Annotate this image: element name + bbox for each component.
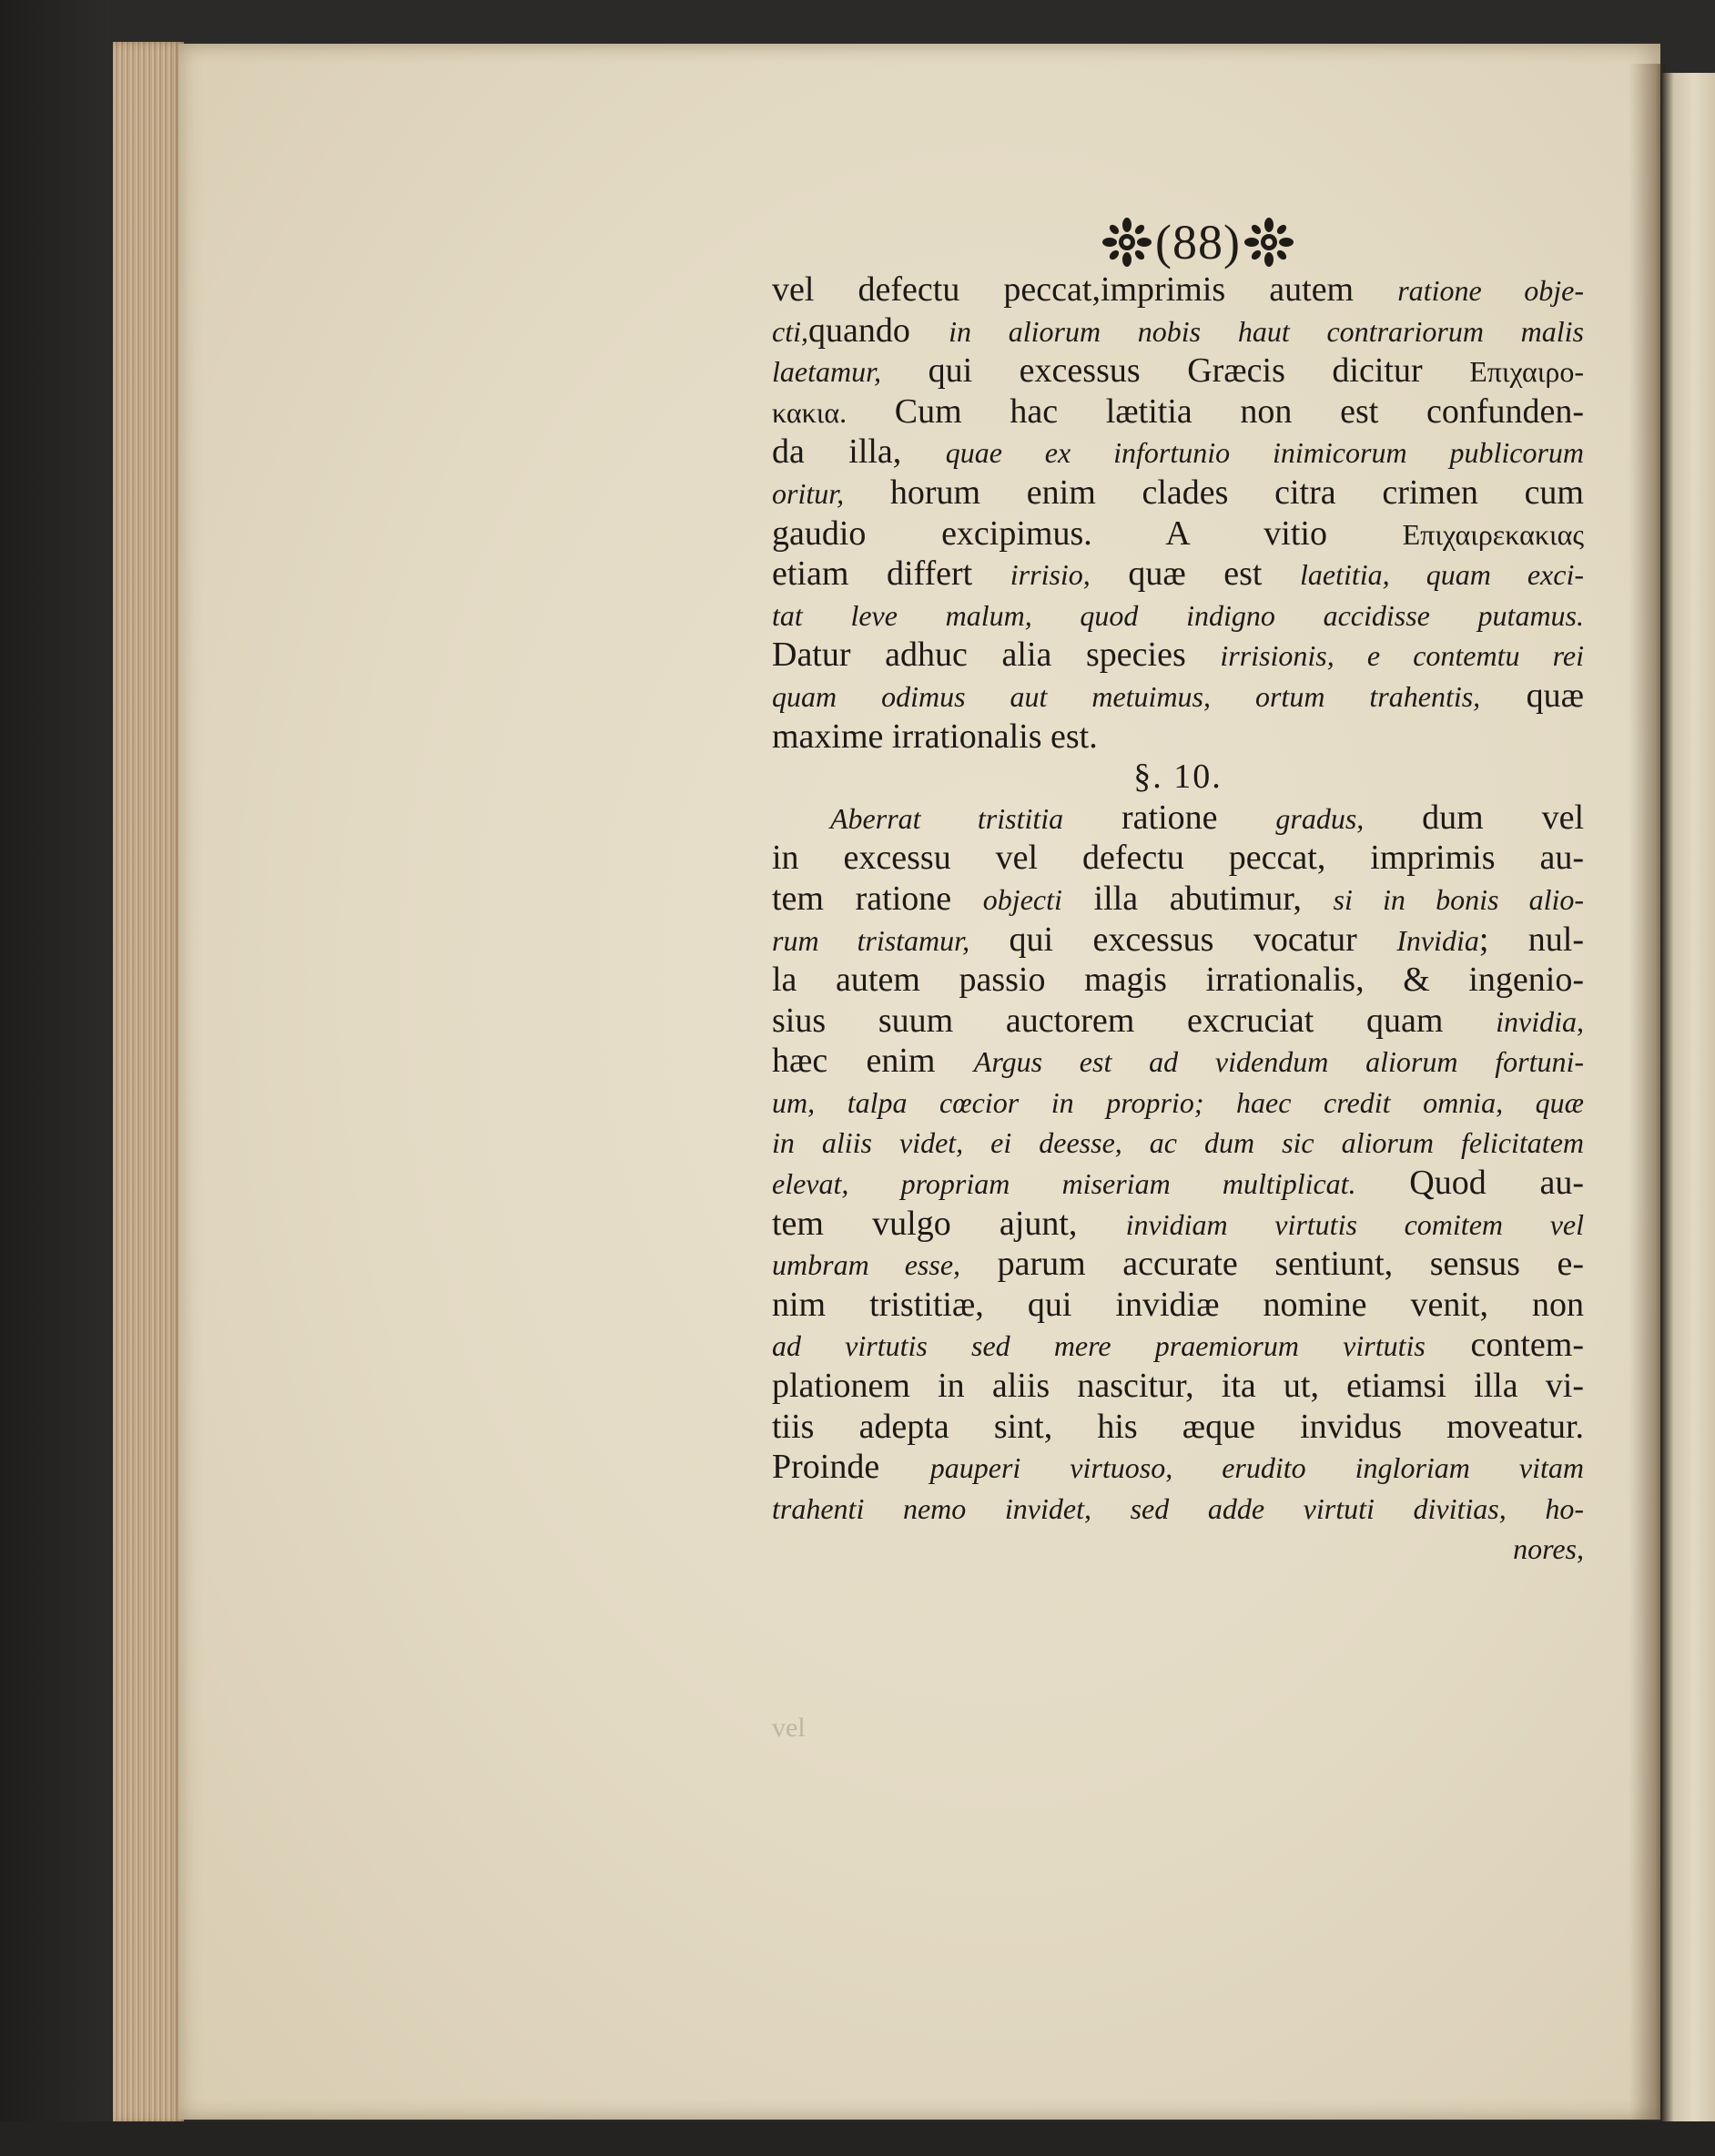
text-line — [772, 351, 1584, 392]
text-span: rum tristamur, — [772, 923, 970, 957]
text-span: tat leve malum, quod indigno accidisse putamus. — [772, 598, 1584, 632]
text-span: umbram esse, — [772, 1248, 961, 1282]
text-line — [772, 1082, 1584, 1123]
text-line — [772, 595, 1584, 636]
text-span: la autem passio magis irrationalis, & ingenio- — [772, 961, 1584, 1000]
book-gutter-shadow — [1629, 64, 1666, 2120]
text-line — [772, 1163, 1584, 1204]
text-span: Quod au- — [1355, 1164, 1585, 1203]
page-number: (88) — [1155, 215, 1241, 270]
text-span: trahenti nemo invidet, sed adde virtuti divitias, ho- — [772, 1491, 1584, 1525]
text-span: §. 10. — [1133, 758, 1223, 797]
section-heading — [772, 757, 1584, 798]
text-span: elevat, propriam miseriam multiplicat. — [772, 1167, 1356, 1201]
text-span: Argus est ad videndum aliorum fortuni- — [973, 1045, 1585, 1079]
text-line — [772, 1447, 1584, 1488]
text-line — [772, 798, 1584, 839]
body-text — [772, 270, 1584, 1569]
show-through-text: vel — [772, 1713, 806, 1743]
text-span: quæ — [1480, 676, 1584, 715]
text-line — [772, 1528, 1584, 1569]
text-line — [772, 310, 1584, 351]
text-span: quae ex infortunio inimicorum publicorum — [945, 436, 1585, 470]
text-span: gradus, — [1275, 801, 1365, 835]
text-span: invidia, — [1496, 1004, 1584, 1038]
text-span: sius suum auctorem excruciat quam — [772, 1001, 1497, 1040]
text-span: quæ est — [1090, 554, 1300, 594]
text-span: Aberrat tristitia — [830, 801, 1064, 835]
scan-background-left — [0, 0, 109, 2156]
text-line — [772, 838, 1584, 879]
text-span: in excessu vel defectu peccat, imprimis au- — [772, 839, 1584, 878]
text-span: si in bonis alio- — [1333, 882, 1585, 916]
flower-ornament-icon — [1102, 218, 1152, 267]
text-line — [772, 270, 1584, 310]
text-span: illa abutimur, — [1061, 879, 1334, 918]
text-span: in aliis videt, ei deesse, ac dum sic aliorum felicitatem — [772, 1126, 1584, 1160]
text-span: invidiam virtutis comitem vel — [1125, 1207, 1584, 1241]
text-span: ad virtutis sed mere praemiorum virtutis — [772, 1329, 1426, 1363]
text-span: pauperi virtuoso, erudito ingloriam vitam — [929, 1451, 1584, 1485]
text-line — [772, 1488, 1584, 1529]
text-span: quando — [807, 310, 949, 350]
text-span: vel defectu peccat,imprimis autem — [772, 270, 1398, 309]
text-span: horum enim clades citra crimen cum — [844, 473, 1584, 512]
text-line — [772, 392, 1584, 432]
facing-page-edge — [1662, 73, 1715, 2121]
text-span: Datur adhuc alia species — [772, 636, 1221, 675]
text-span: ; nul- — [1478, 920, 1585, 959]
text-line — [772, 1366, 1584, 1407]
text-span: da illa, — [772, 432, 946, 472]
text-span: dum vel — [1364, 798, 1584, 837]
text-line — [772, 960, 1584, 1001]
text-line — [772, 920, 1584, 961]
text-span: laetamur, — [772, 355, 881, 389]
text-line — [772, 514, 1584, 554]
text-span: ratione obje- — [1397, 274, 1584, 307]
text-span: in aliorum nobis haut contrariorum malis — [949, 314, 1585, 348]
text-line — [772, 879, 1584, 920]
text-line — [772, 1325, 1584, 1366]
text-span: maxime irrationalis est. — [772, 717, 1098, 756]
text-span: ratione — [1063, 798, 1276, 837]
flower-ornament-icon — [1244, 218, 1294, 267]
text-span: Επιχαιρο- — [1469, 355, 1584, 389]
text-span: irrisionis, e contemtu rei — [1220, 639, 1585, 673]
text-span: um, talpa cœcior in proprio; haec credit omnia, quæ — [772, 1085, 1584, 1119]
text-span: objecti — [982, 882, 1062, 916]
text-span: tem vulgo ajunt, — [772, 1204, 1126, 1243]
text-line — [772, 554, 1584, 595]
text-line — [772, 432, 1584, 473]
text-line — [772, 1407, 1584, 1448]
book-page-edges — [113, 42, 184, 2123]
text-span: parum accurate sentiunt, sensus e- — [960, 1245, 1585, 1284]
text-span: tiis adepta sint, his æque invidus moveatur. — [772, 1407, 1584, 1446]
text-span: κακια. — [772, 395, 847, 429]
text-span: qui excessus Græcis dicitur — [881, 351, 1470, 391]
text-span: cti, — [772, 314, 808, 348]
text-line — [772, 635, 1584, 676]
text-span: tem ratione — [772, 879, 983, 918]
text-line — [772, 717, 1584, 758]
text-span: Proinde — [772, 1448, 930, 1487]
scan-background-bottom — [0, 2121, 1715, 2156]
text-line — [772, 1204, 1584, 1245]
page-header — [1089, 215, 1307, 270]
text-span: laetitia, quam exci- — [1300, 558, 1585, 592]
text-line — [772, 1041, 1584, 1082]
text-span: quam odimus aut metuimus, ortum trahentis, — [772, 679, 1481, 713]
text-span: Cum hac lætitia non est confunden- — [847, 392, 1584, 431]
text-line — [772, 1285, 1584, 1326]
text-span: Επιχαιρεκακιας — [1402, 517, 1584, 551]
text-line — [772, 1244, 1584, 1285]
text-line — [772, 676, 1584, 717]
text-span: nim tristitiæ, qui invidiæ nomine venit, non — [772, 1285, 1584, 1324]
text-line — [772, 1001, 1584, 1042]
text-span: gaudio excipimus. A vitio — [772, 514, 1403, 553]
text-span: plationem in aliis nascitur, ita ut, etiamsi illa vi- — [772, 1367, 1584, 1406]
text-span: contem- — [1425, 1326, 1584, 1365]
text-span: nores, — [1513, 1532, 1584, 1566]
text-span: irrisio, — [1010, 558, 1091, 592]
text-span: oritur, — [772, 476, 845, 510]
text-span: etiam differt — [772, 554, 1010, 594]
text-line — [772, 473, 1584, 514]
text-span: qui excessus vocatur — [969, 920, 1397, 959]
text-line — [772, 1122, 1584, 1163]
text-span: hæc enim — [772, 1042, 974, 1081]
text-span: Invidia — [1396, 923, 1479, 957]
